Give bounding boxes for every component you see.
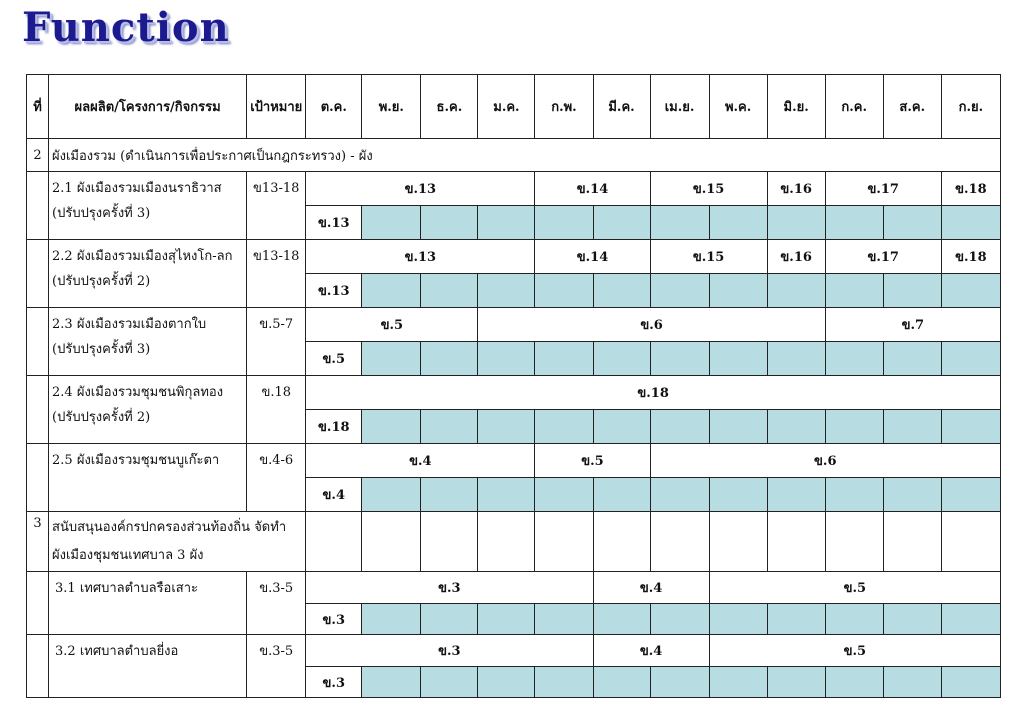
group-number: 3 (27, 512, 49, 572)
actual-cell (941, 206, 1000, 240)
actual-cell (535, 274, 593, 308)
actual-cell (593, 342, 650, 376)
actual-cell (825, 604, 883, 635)
actual-cell (767, 342, 825, 376)
project-plan-row (27, 444, 1001, 478)
empty-cell (535, 512, 593, 572)
actual-cell (650, 604, 709, 635)
header-month: มี.ค. (593, 75, 650, 139)
actual-cell (883, 206, 941, 240)
actual-cell (941, 604, 1000, 635)
page-title: Function (22, 4, 230, 51)
schedule-table (26, 74, 1001, 698)
group-row (27, 139, 1001, 172)
group-title: สนับสนุนองค์กรปกครองส่วนท้องถิ่น จัดทำผังเมืองชุมชนเทศบาล 3 ผัง (49, 512, 306, 572)
plan-cell: ข.13 (306, 240, 535, 274)
actual-cell (421, 478, 478, 512)
actual-cell (767, 274, 825, 308)
project-name: 2.4 ผังเมืองรวมชุมชนพิกุลทอง (ปรับปรุงครั้งที่ 2) (49, 376, 247, 444)
actual-cell (535, 478, 593, 512)
plan-cell: ข.18 (941, 240, 1000, 274)
project-plan-row (27, 635, 1001, 667)
project-target: ข.5-7 (247, 308, 306, 376)
number-cell (27, 635, 49, 698)
actual-cell: ข.13 (306, 274, 362, 308)
empty-cell (650, 512, 709, 572)
actual-cell (362, 604, 421, 635)
actual-cell (767, 410, 825, 444)
actual-cell: ข.3 (306, 604, 362, 635)
header-month: ต.ค. (306, 75, 362, 139)
actual-cell: ข.3 (306, 667, 362, 698)
actual-cell (478, 478, 535, 512)
actual-cell (535, 604, 593, 635)
actual-cell (709, 274, 767, 308)
plan-cell: ข.4 (593, 572, 709, 604)
project-plan-row (27, 572, 1001, 604)
group-number: 2 (27, 139, 49, 172)
header-target: เป้าหมาย (247, 75, 306, 139)
actual-cell (767, 478, 825, 512)
actual-cell (941, 667, 1000, 698)
actual-cell (650, 274, 709, 308)
plan-cell: ข.18 (306, 376, 1001, 410)
actual-cell (825, 667, 883, 698)
project-plan-row (27, 240, 1001, 274)
plan-cell: ข.5 (709, 572, 1000, 604)
project-target: ข.18 (247, 376, 306, 444)
plan-cell: ข.6 (650, 444, 1000, 478)
actual-cell (421, 274, 478, 308)
actual-cell (767, 667, 825, 698)
project-plan-row (27, 376, 1001, 410)
number-cell (27, 240, 49, 308)
plan-cell: ข.17 (825, 172, 941, 206)
number-cell (27, 444, 49, 512)
actual-cell (825, 410, 883, 444)
actual-cell (535, 342, 593, 376)
actual-cell (709, 342, 767, 376)
actual-cell: ข.13 (306, 206, 362, 240)
project-name: 2.2 ผังเมืองรวมเมืองสุไหงโก-ลก (ปรับปรุงครั้งที่ 2) (49, 240, 247, 308)
header-month: พ.ค. (709, 75, 767, 139)
plan-cell: ข.3 (306, 572, 593, 604)
plan-cell: ข.14 (535, 172, 650, 206)
plan-cell: ข.6 (478, 308, 825, 342)
empty-cell (883, 512, 941, 572)
number-cell (27, 376, 49, 444)
plan-cell: ข.18 (941, 172, 1000, 206)
actual-cell (421, 667, 478, 698)
actual-cell (593, 604, 650, 635)
plan-cell: ข.16 (767, 172, 825, 206)
actual-cell (362, 667, 421, 698)
actual-cell (941, 342, 1000, 376)
header-project: ผลผลิต/โครงการ/กิจกรรม (49, 75, 247, 139)
empty-cell (941, 512, 1000, 572)
plan-cell: ข.14 (535, 240, 650, 274)
actual-cell (478, 274, 535, 308)
number-cell (27, 308, 49, 376)
project-target: ข.3-5 (247, 572, 306, 635)
actual-cell (883, 478, 941, 512)
empty-cell (825, 512, 883, 572)
actual-cell (709, 478, 767, 512)
plan-cell: ข.4 (306, 444, 535, 478)
actual-cell (593, 410, 650, 444)
header-month: เม.ย. (650, 75, 709, 139)
actual-cell (825, 274, 883, 308)
actual-cell (825, 206, 883, 240)
plan-cell: ข.15 (650, 172, 767, 206)
header-month: ก.ค. (825, 75, 883, 139)
actual-cell: ข.5 (306, 342, 362, 376)
actual-cell: ข.18 (306, 410, 362, 444)
actual-cell (709, 206, 767, 240)
empty-cell (478, 512, 535, 572)
actual-cell (421, 410, 478, 444)
project-name: 3.2 เทศบาลตำบลยี่งอ (49, 635, 247, 698)
actual-cell (593, 206, 650, 240)
actual-cell (941, 410, 1000, 444)
actual-cell (421, 604, 478, 635)
plan-cell: ข.5 (535, 444, 650, 478)
number-cell (27, 172, 49, 240)
plan-cell: ข.17 (825, 240, 941, 274)
group-title: ผังเมืองรวม (ดำเนินการเพื่อประกาศเป็นกฎกระทรวง) - ผัง (49, 139, 1001, 172)
actual-cell (883, 604, 941, 635)
actual-cell (767, 206, 825, 240)
project-name: 3.1 เทศบาลตำบลรือเสาะ (49, 572, 247, 635)
project-plan-row (27, 172, 1001, 206)
header-month: ส.ค. (883, 75, 941, 139)
plan-cell: ข.16 (767, 240, 825, 274)
plan-cell: ข.5 (709, 635, 1000, 667)
actual-cell (650, 342, 709, 376)
actual-cell (650, 206, 709, 240)
project-target: ข13-18 (247, 240, 306, 308)
empty-cell (593, 512, 650, 572)
actual-cell (883, 667, 941, 698)
plan-cell: ข.3 (306, 635, 593, 667)
project-target: ข.3-5 (247, 635, 306, 698)
actual-cell (478, 206, 535, 240)
actual-cell (593, 478, 650, 512)
actual-cell (593, 667, 650, 698)
actual-cell (535, 206, 593, 240)
actual-cell (883, 342, 941, 376)
actual-cell: ข.4 (306, 478, 362, 512)
actual-cell (650, 667, 709, 698)
project-name: 2.3 ผังเมืองรวมเมืองตากใบ (ปรับปรุงครั้งที่ 3) (49, 308, 247, 376)
project-target: ข.4-6 (247, 444, 306, 512)
plan-cell: ข.15 (650, 240, 767, 274)
actual-cell (362, 274, 421, 308)
actual-cell (362, 478, 421, 512)
plan-cell: ข.5 (306, 308, 478, 342)
actual-cell (421, 206, 478, 240)
project-plan-row (27, 308, 1001, 342)
header-month: มิ.ย. (767, 75, 825, 139)
plan-cell: ข.13 (306, 172, 535, 206)
header-month: ก.พ. (535, 75, 593, 139)
group-row (27, 512, 1001, 572)
actual-cell (478, 604, 535, 635)
actual-cell (709, 667, 767, 698)
header-no: ที่ (27, 75, 49, 139)
actual-cell (709, 604, 767, 635)
actual-cell (650, 478, 709, 512)
actual-cell (883, 410, 941, 444)
header-month: ม.ค. (478, 75, 535, 139)
project-name: 2.1 ผังเมืองรวมเมืองนราธิวาส (ปรับปรุงครั้งที่ 3) (49, 172, 247, 240)
empty-cell (767, 512, 825, 572)
actual-cell (825, 342, 883, 376)
empty-cell (306, 512, 362, 572)
actual-cell (650, 410, 709, 444)
actual-cell (421, 342, 478, 376)
plan-cell: ข.4 (593, 635, 709, 667)
actual-cell (941, 478, 1000, 512)
actual-cell (941, 274, 1000, 308)
actual-cell (362, 342, 421, 376)
plan-cell: ข.7 (825, 308, 1000, 342)
actual-cell (478, 410, 535, 444)
actual-cell (709, 410, 767, 444)
actual-cell (767, 604, 825, 635)
header-month: ก.ย. (941, 75, 1000, 139)
empty-cell (709, 512, 767, 572)
actual-cell (825, 478, 883, 512)
header-month: ธ.ค. (421, 75, 478, 139)
empty-cell (421, 512, 478, 572)
actual-cell (535, 667, 593, 698)
header-row (27, 75, 1001, 139)
actual-cell (535, 410, 593, 444)
empty-cell (362, 512, 421, 572)
actual-cell (593, 274, 650, 308)
actual-cell (478, 667, 535, 698)
actual-cell (478, 342, 535, 376)
project-name: 2.5 ผังเมืองรวมชุมชนบูเก๊ะตา (49, 444, 247, 512)
number-cell (27, 572, 49, 635)
actual-cell (362, 206, 421, 240)
actual-cell (362, 410, 421, 444)
actual-cell (883, 274, 941, 308)
project-target: ข13-18 (247, 172, 306, 240)
header-month: พ.ย. (362, 75, 421, 139)
